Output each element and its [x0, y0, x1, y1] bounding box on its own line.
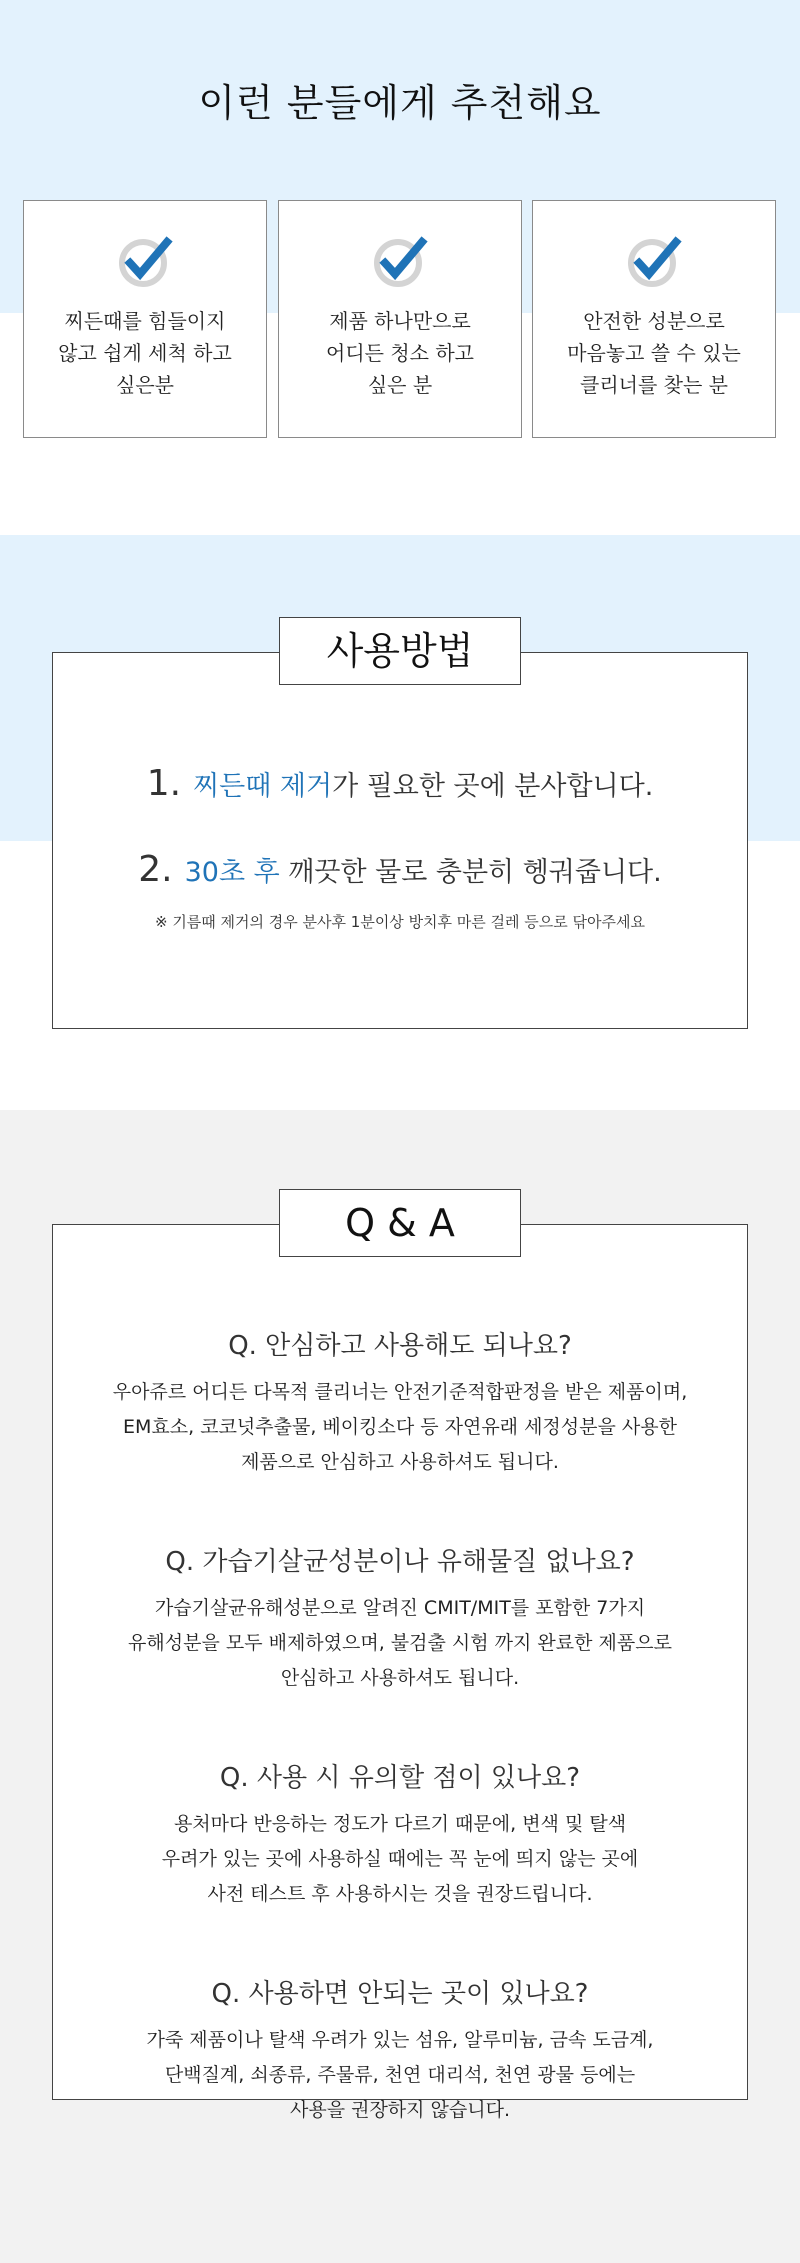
recommend-section — [0, 0, 800, 535]
recommend-card — [278, 200, 522, 438]
usage-step-highlight: 30초 후 — [184, 857, 280, 888]
qa-answer — [53, 1375, 747, 1480]
qa-answer-line: 단백질계, 쇠종류, 주물류, 천연 대리석, 천연 광물 등에는 — [164, 2064, 636, 2086]
qa-title: Q & A — [279, 1189, 521, 1257]
recommend-card-text — [24, 305, 266, 401]
recommend-card-text — [533, 305, 775, 401]
qa-answer — [53, 1807, 747, 1912]
recommend-title: 이런 분들에게 추천해요 — [198, 81, 602, 125]
usage-title: 사용방법 — [279, 617, 521, 685]
qa-answer-line: 우려가 있는 곳에 사용하실 때에는 꼭 눈에 띄지 않는 곳에 — [161, 1848, 639, 1870]
qa-answer — [53, 2023, 747, 2128]
recommend-card-line: 싶은 분 — [367, 373, 433, 397]
usage-step-highlight: 찌든때 제거 — [193, 771, 333, 802]
qa-answer-line: 사용을 권장하지 않습니다. — [289, 2099, 510, 2121]
usage-step — [53, 849, 747, 890]
check-circle-icon — [372, 233, 428, 289]
usage-step-text: 가 필요한 곳에 분사합니다. — [332, 771, 654, 802]
usage-frame — [52, 652, 748, 1029]
qa-question: Q. 가습기살균성분이나 유해물질 없나요? — [165, 1547, 635, 1577]
recommend-card-line: 찌든때를 힘들이지 — [64, 309, 226, 333]
recommend-card-line: 안전한 성분으로 — [583, 309, 725, 333]
qa-section — [0, 1110, 800, 2263]
usage-note: ※ 기름때 제거의 경우 분사후 1분이상 방치후 마른 걸레 등으로 닦아주세요 — [154, 913, 645, 931]
qa-answer-line: 제품으로 안심하고 사용하셔도 됩니다. — [241, 1451, 559, 1473]
qa-answer-line: EM효소, 코코넛추출물, 베이킹소다 등 자연유래 세정성분을 사용한 — [123, 1416, 677, 1438]
recommend-card-line: 마음놓고 쓸 수 있는 — [567, 341, 741, 365]
recommend-card-line: 제품 하나만으로 — [329, 309, 471, 333]
qa-answer-line: 가죽 제품이나 탈색 우려가 있는 섬유, 알루미늄, 금속 도금계, — [146, 2029, 654, 2051]
check-circle-icon — [626, 233, 682, 289]
qa-answer-line: 유해성분을 모두 배제하였으며, 불검출 시험 까지 완료한 제품으로 — [128, 1632, 672, 1654]
qa-answer-line: 사전 테스트 후 사용하시는 것을 권장드립니다. — [207, 1883, 593, 1905]
qa-answer-line: 가습기살균유해성분으로 알려진 CMIT/MIT를 포함한 7가지 — [154, 1597, 646, 1619]
usage-step-number: 2. — [138, 849, 173, 890]
recommend-card — [532, 200, 776, 438]
recommend-card-line: 클리너를 찾는 분 — [580, 373, 728, 397]
usage-step — [53, 763, 747, 804]
usage-section — [0, 535, 800, 1110]
recommend-card-line: 어디든 청소 하고 — [326, 341, 474, 365]
qa-answer-line: 안심하고 사용하셔도 됩니다. — [280, 1667, 520, 1689]
recommend-card-line: 않고 쉽게 세척 하고 — [58, 341, 232, 365]
usage-step-number: 1. — [146, 763, 182, 804]
qa-answer — [53, 1591, 747, 1696]
qa-answer-line: 우아쥬르 어디든 다목적 클리너는 안전기준적합판정을 받은 제품이며, — [112, 1381, 688, 1403]
qa-question: Q. 안심하고 사용해도 되나요? — [228, 1331, 572, 1361]
usage-step-text: 깨끗한 물로 충분히 헹궈줍니다. — [279, 857, 662, 888]
qa-answer-line: 용처마다 반응하는 정도가 다르기 때문에, 변색 및 탈색 — [173, 1813, 627, 1835]
check-circle-icon — [117, 233, 173, 289]
qa-question: Q. 사용하면 안되는 곳이 있나요? — [211, 1979, 589, 2009]
qa-question: Q. 사용 시 유의할 점이 있나요? — [219, 1763, 581, 1793]
recommend-card-text — [279, 305, 521, 401]
qa-frame — [52, 1224, 748, 2121]
recommend-card-line: 싶은분 — [116, 373, 174, 397]
recommend-card — [23, 200, 267, 438]
